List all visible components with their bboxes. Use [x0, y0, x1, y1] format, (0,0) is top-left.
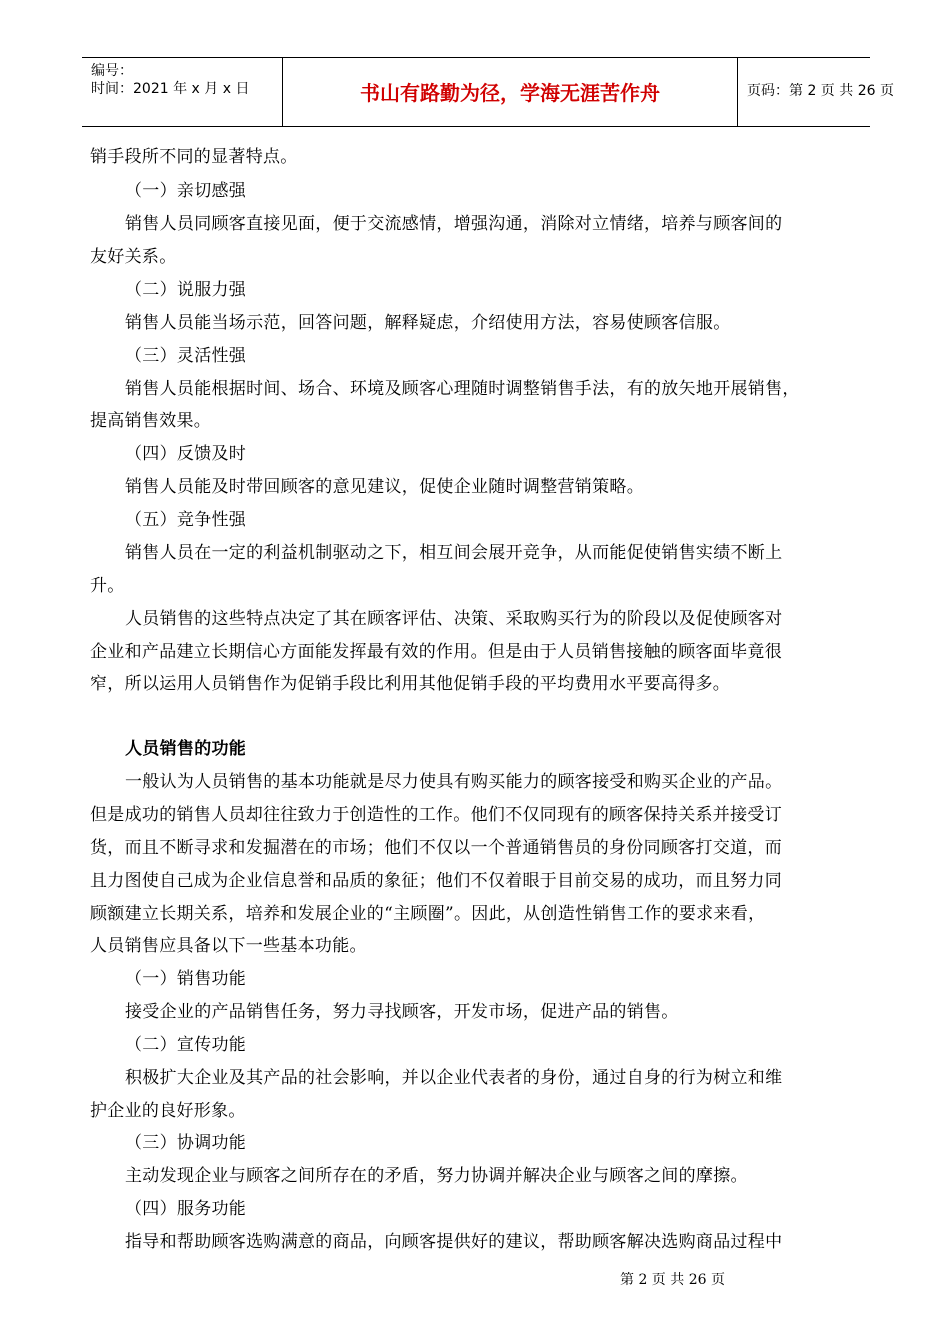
paragraph-line: 护企业的良好形象。	[90, 1101, 246, 1121]
paragraph-line: 销售人员在一定的利益机制驱动之下，相互间会展开竞争，从而能促使销售实绩不断上	[125, 543, 783, 563]
paragraph-line: 但是成功的销售人员却往往致力于创造性的工作。他们不仅同现有的顾客保持关系并接受订	[90, 805, 782, 825]
subheading-3: （三）灵活性强	[125, 346, 247, 366]
paragraph-line: 窄，所以运用人员销售作为促销手段比利用其他促销手段的平均费用水平要高得多。	[90, 674, 731, 694]
paragraph-line: 顾额建立长期关系，培养和发展企业的“主顾圈”。因此，从创造性销售工作的要求来看，	[90, 904, 766, 924]
paragraph-line: 销售人员能当场示范，回答问题，解释疑虑，介绍使用方法，容易使顾客信服。	[125, 313, 731, 333]
subheading-1: （一）亲切感强	[125, 181, 247, 201]
document-date: 时间：2021 年 x 月 x 日	[91, 81, 250, 97]
document-number-label: 编号：	[91, 63, 133, 79]
header-page-info: 页码：第 2 页 共 26 页	[747, 83, 894, 99]
subheading-9: （四）服务功能	[125, 1199, 247, 1219]
subheading-2: （二）说服力强	[125, 280, 247, 300]
paragraph-line: 升。	[90, 576, 125, 596]
paragraph-line: 提高销售效果。	[90, 411, 212, 431]
paragraph-line: 销售人员能及时带回顾客的意见建议，促使企业随时调整营销策略。	[125, 477, 644, 497]
subheading-4: （四）反馈及时	[125, 444, 247, 464]
page-header	[82, 57, 894, 127]
subheading-8: （三）协调功能	[125, 1133, 247, 1153]
paragraph-line: 积极扩大企业及其产品的社会影响，并以企业代表者的身份，通过自身的行为树立和维	[125, 1068, 783, 1088]
paragraph-line: 销售人员能根据时间、场合、环境及顾客心理随时调整销售手法，有的放矢地开展销售，	[125, 379, 800, 399]
header-motto-cell	[282, 58, 738, 126]
subheading-7: （二）宣传功能	[125, 1035, 247, 1055]
subheading-6: （一）销售功能	[125, 969, 247, 989]
section-heading: 人员销售的功能	[125, 739, 247, 759]
header-motto: 书山有路勤为径，学海无涯苦作舟	[360, 81, 660, 105]
header-meta	[82, 58, 282, 126]
paragraph-line: 指导和帮助顾客选购满意的商品，向顾客提供好的建议，帮助顾客解决选购商品过程中	[125, 1232, 783, 1252]
page-footer: 第 2 页 共 26 页	[620, 1272, 725, 1288]
paragraph-line: 人员销售应具备以下一些基本功能。	[90, 936, 367, 956]
paragraph-line: 且力图使自己成为企业信息誉和品质的象征；他们不仅着眼于目前交易的成功，而且努力同	[90, 871, 782, 891]
subheading-5: （五）竞争性强	[125, 510, 247, 530]
paragraph-line: 企业和产品建立长期信心方面能发挥最有效的作用。但是由于人员销售接触的顾客面毕竟很	[90, 642, 782, 662]
paragraph-line: 销手段所不同的显著特点。	[90, 147, 298, 167]
paragraph-line: 主动发现企业与顾客之间所存在的矛盾，努力协调并解决企业与顾客之间的摩擦。	[125, 1166, 748, 1186]
paragraph-line: 人员销售的这些特点决定了其在顾客评估、决策、采取购买行为的阶段以及促使顾客对	[125, 609, 783, 629]
header-page-cell	[737, 58, 894, 126]
paragraph-line: 友好关系。	[90, 247, 177, 267]
paragraph-line: 接受企业的产品销售任务，努力寻找顾客，开发市场，促进产品的销售。	[125, 1002, 679, 1022]
paragraph-line: 销售人员同顾客直接见面，便于交流感情，增强沟通，消除对立情绪，培养与顾客间的	[125, 214, 783, 234]
paragraph-line: 一般认为人员销售的基本功能就是尽力使具有购买能力的顾客接受和购买企业的产品。	[125, 772, 783, 792]
paragraph-line: 货，而且不断寻求和发掘潜在的市场；他们不仅以一个普通销售员的身份同顾客打交道，而	[90, 838, 782, 858]
